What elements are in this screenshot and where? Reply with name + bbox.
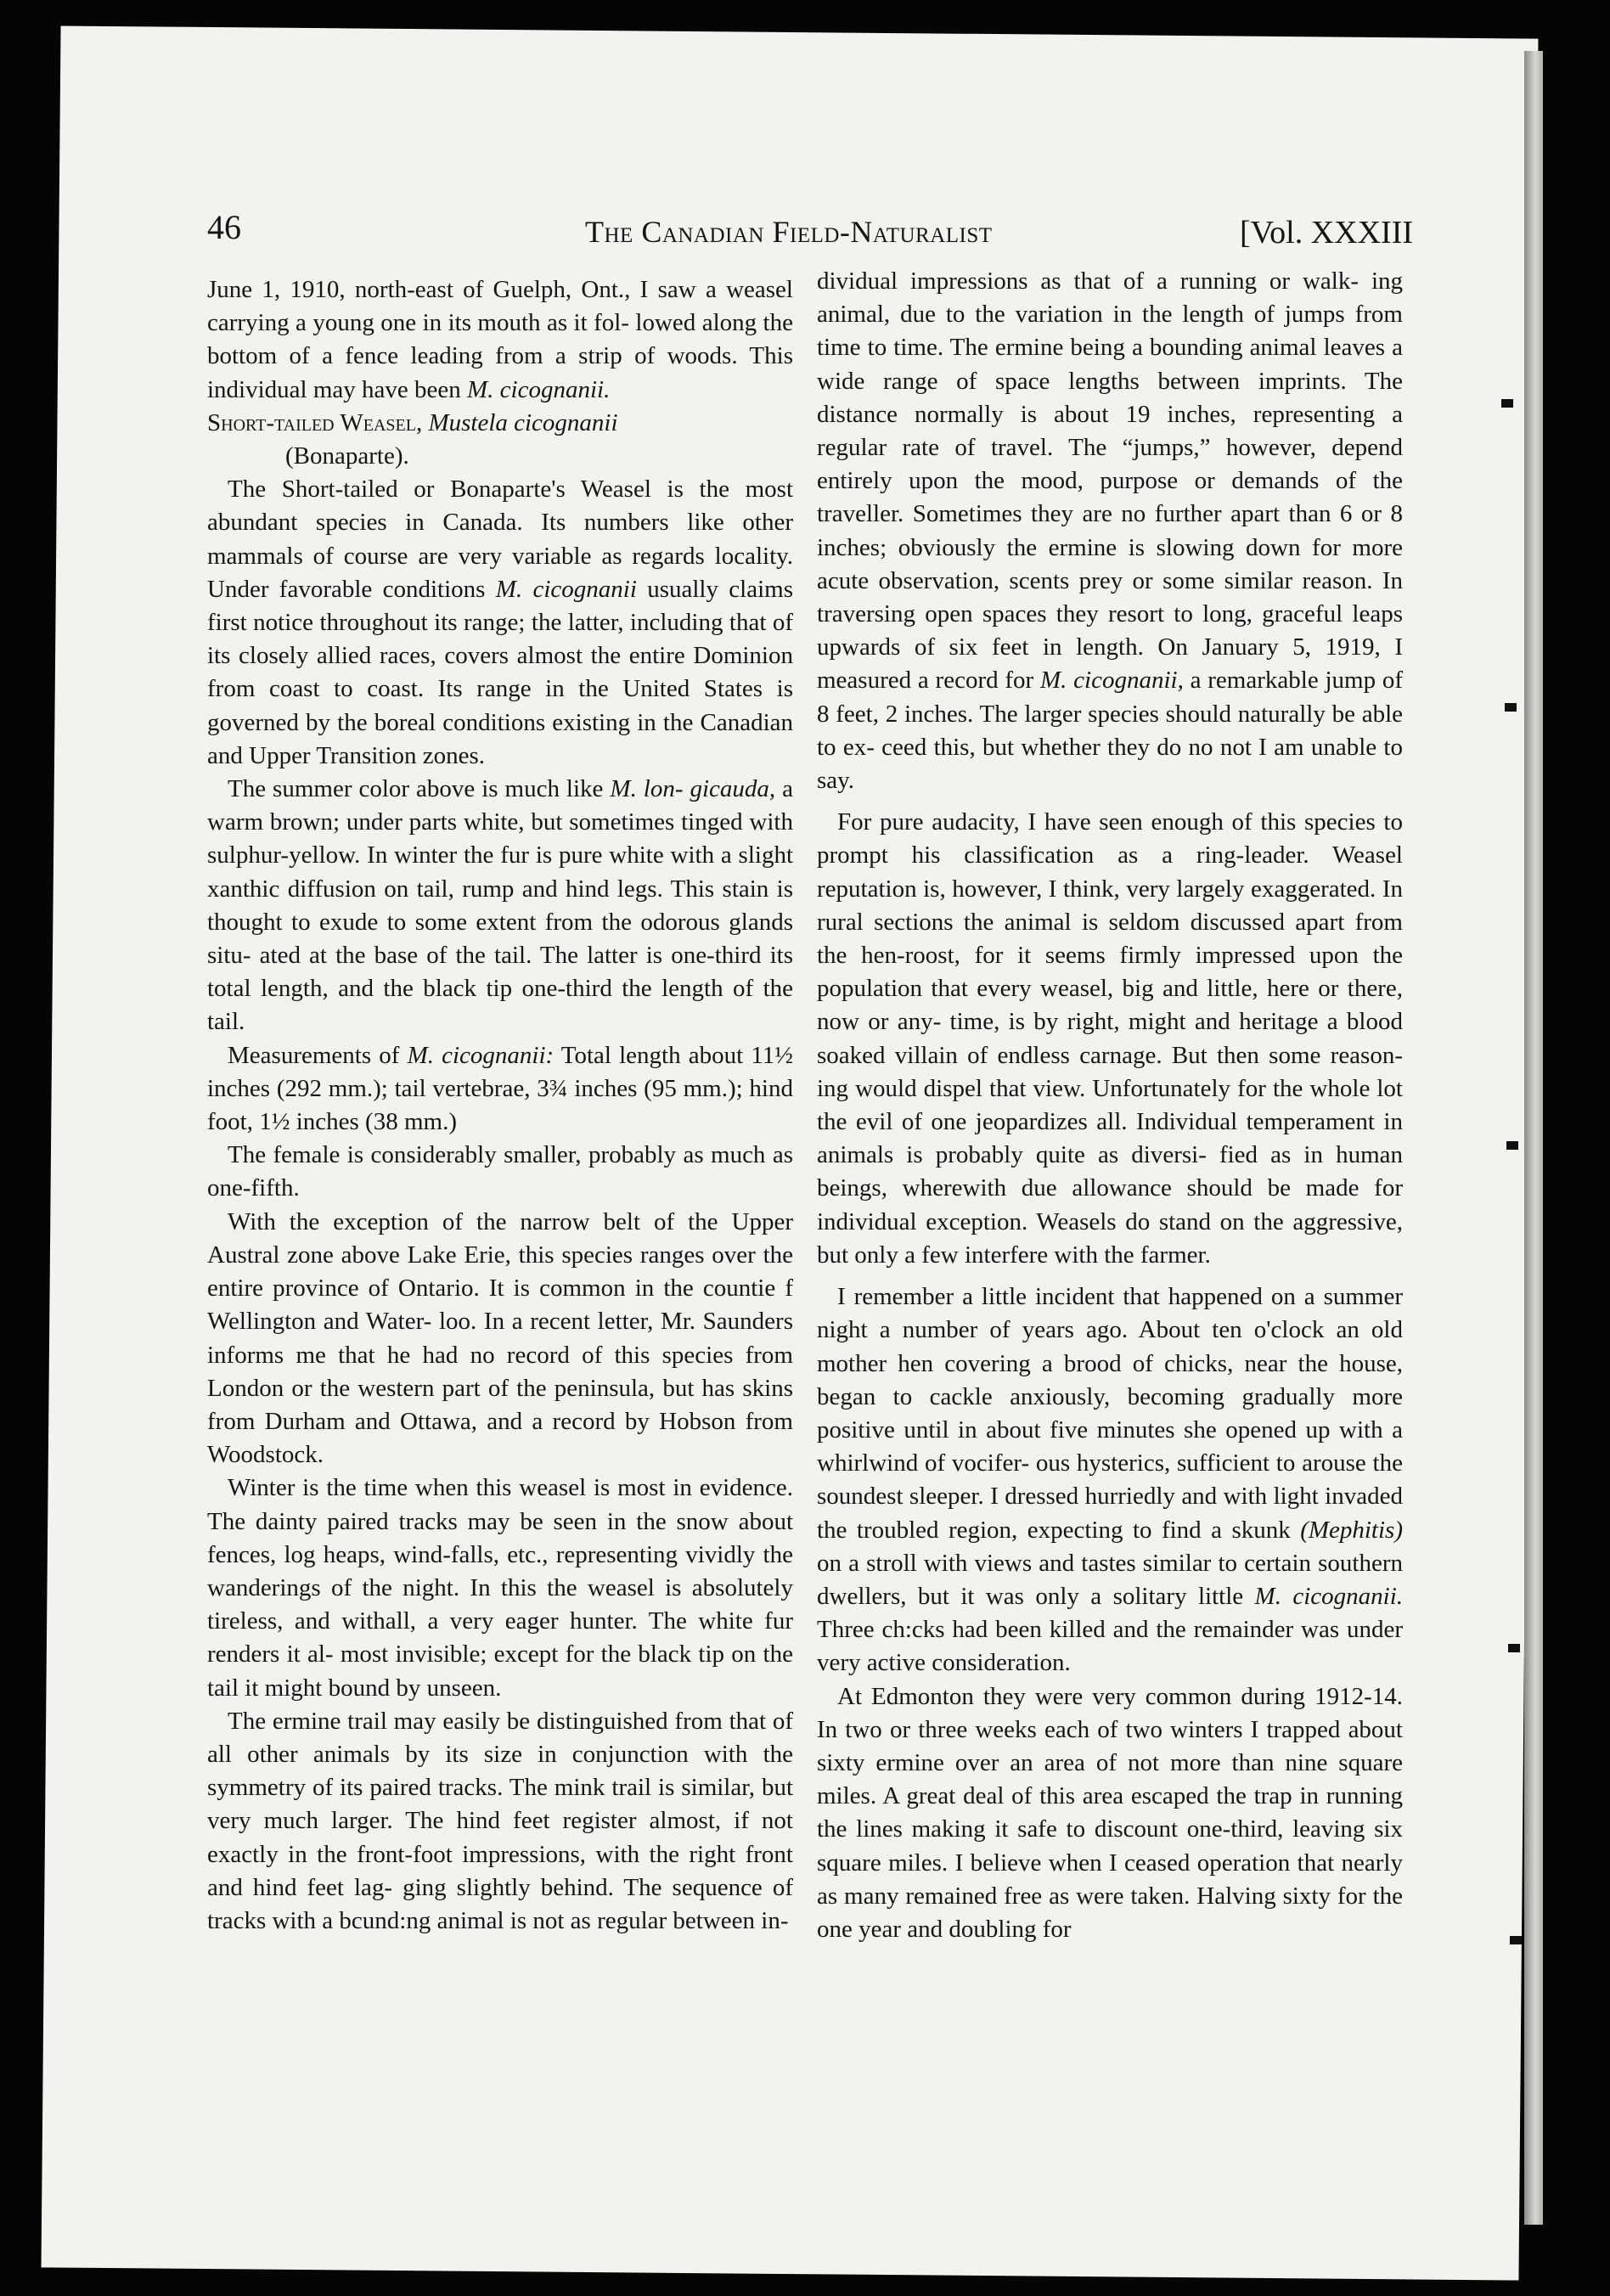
volume-label: [Vol. XXXIII — [1239, 215, 1413, 250]
paragraph: For pure audacity, I have seen enough of this species to prompt his classification as a ring-leader. Weasel reputation is, however, I think, very largely exaggerated. In rural sections the animal is seldom discussed apart from the hen-roost, for it seems firmly impressed upon the population that every weasel, big and little, here or there, now or any- time, is by right, might and heritage a blood soaked villain of endless carnage. But then some reason- ing would dispel that view. Unfortunately for the whole lot the evil of one jeopardizes all. Individual temperament in animals is probably quite as diversi- fied as in human beings, wherewith due allowance should be made for individual exception. Weasels do stand on the aggressive, but only a few interfere with the farmer. — [817, 808, 1403, 1269]
section-heading: Short-tailed Weasel, Mustela cicognanii — [207, 408, 618, 436]
page-edge — [1524, 51, 1543, 2225]
journal-title: The Canadian Field-Naturalist — [585, 215, 993, 249]
paragraph: The Short-tailed or Bonaparte's Weasel is the most abundant species in Canada. Its numbers like other mammals of course are very variable as regards locality. Under favorable conditions M. cicognanii usually claims first notice throughout its range; the latter, including that of its closely allied races, covers almost the entire Dominion from coast to coast. Its range in the United States is governed by the boreal conditions existing in the Canadian and Upper Transition zones. — [207, 476, 793, 769]
scan-mark — [1501, 399, 1513, 408]
page-number: 46 — [207, 208, 241, 246]
right-column — [817, 265, 1403, 1946]
paragraph: With the exception of the narrow belt of the Upper Austral zone above Lake Erie, this species ranges over the entire province of Ontario. It is common in the countie f Wellington and Water- loo. In a recent letter, Mr. Saunders informs me that he had no record of this species from London or the western part of the peninsula, but has skins from Durham and Ottawa, and a record by Hobson from Woodstock. — [207, 1207, 793, 1469]
left-column — [207, 273, 793, 1938]
paragraph: I remember a little incident that happened on a summer night a number of years ago. About ten o'clock an old mother hen covering a brood of chicks, near the house, began to cackle anxiously, becoming gradually more positive until in about five minutes she opened up with a whirlwind of vocifer- ous hysterics, sufficient to arouse the soundest sleeper. I dressed hurriedly and with light invaded the troubled region, expecting to find a skunk (Mephitis) on a stroll with views and tastes similar to certain southern dwellers, but it was only a solitary little M. cicognanii. Three ch:cks had been killed and the remainder was under very active consideration. — [817, 1283, 1404, 1677]
paragraph: dividual impressions as that of a running or walk- ing animal, due to the variation in the length of jumps from time to time. The ermine being a bounding animal leaves a wide range of space lengths between imprints. The distance normally is about 19 inches, representing a regular rate of travel. The “jumps,” however, depend entirely upon the mood, purpose or demands of the traveller. Sometimes they are no further apart than 6 or 8 inches; obviously the ermine is slowing down for more acute observation, scents prey or some similar reason. In traversing open spaces they resort to long, graceful leaps upwards of six feet in length. On January 5, 1919, I measured a record for M. cicognanii, a remarkable jump of 8 feet, 2 inches. The larger species should naturally be able to ex- ceed this, but whether they do no not I am unable to say. — [817, 267, 1404, 795]
paragraph: Measurements of M. cicognanii: Total length about 11½ inches (292 mm.); tail vertebrae, 3¾ inches (95 mm.); hind foot, 1½ inches (38 mm.) — [207, 1041, 793, 1136]
scan-mark — [1506, 1141, 1518, 1150]
scan-mark — [1505, 703, 1517, 712]
paragraph: At Edmonton they were very common during 1912-14. In two or three weeks each of two winters I trapped about sixty ermine over an area of not more than nine square miles. A great deal of this area escaped the trap in running the lines making it safe to discount one-third, leaving six square miles. I believe when I ceased operation that nearly as many remained free as were taken. Halving sixty for the one year and doubling for — [817, 1682, 1403, 1943]
running-header — [207, 197, 1413, 265]
section-heading-author: (Bonaparte). — [285, 442, 409, 470]
paragraph: The ermine trail may easily be distinguished from that of all other animals by its size in conjunction with the symmetry of its paired tracks. The mink trail is similar, but very much larger. The hind feet register almost, if not exactly in the front-foot impressions, with the right front and hind feet lag- ging slightly behind. The sequence of tracks with a bcund:ng animal is not as regular between in- — [207, 1707, 793, 1934]
scan-mark — [1510, 1936, 1522, 1944]
paragraph: The female is considerably smaller, probably as much as one-fifth. — [207, 1141, 793, 1202]
paragraph: The summer color above is much like M. lon- gicauda, a warm brown; under parts white, but sometimes tinged with sulphur-yellow. In winter the fur is pure white with a slight xanthic diffusion on tail, rump and hind legs. This stain is thought to exude to some extent from the odorous glands situ- ated at the base of the tail. The latter is one-third its total length, and the black tip one-third the length of the tail. — [207, 775, 793, 1036]
paragraph: June 1, 1910, north-east of Guelph, Ont., I saw a weasel carrying a young one in its mouth as it fol- lowed along the bottom of a fence leading from a strip of woods. This individual may have been M. cicognanii. — [207, 276, 793, 403]
paragraph: Winter is the time when this weasel is most in evidence. The dainty paired tracks may be seen in the snow about fences, log heaps, wind-falls, etc., representing vividly the wanderings of the night. In this the weasel is absolutely tireless, and withall, a very eager hunter. The white fur renders it al- most invisible; except for the black tip on the tail it might bound by unseen. — [207, 1474, 793, 1702]
scan-mark — [1508, 1644, 1520, 1652]
